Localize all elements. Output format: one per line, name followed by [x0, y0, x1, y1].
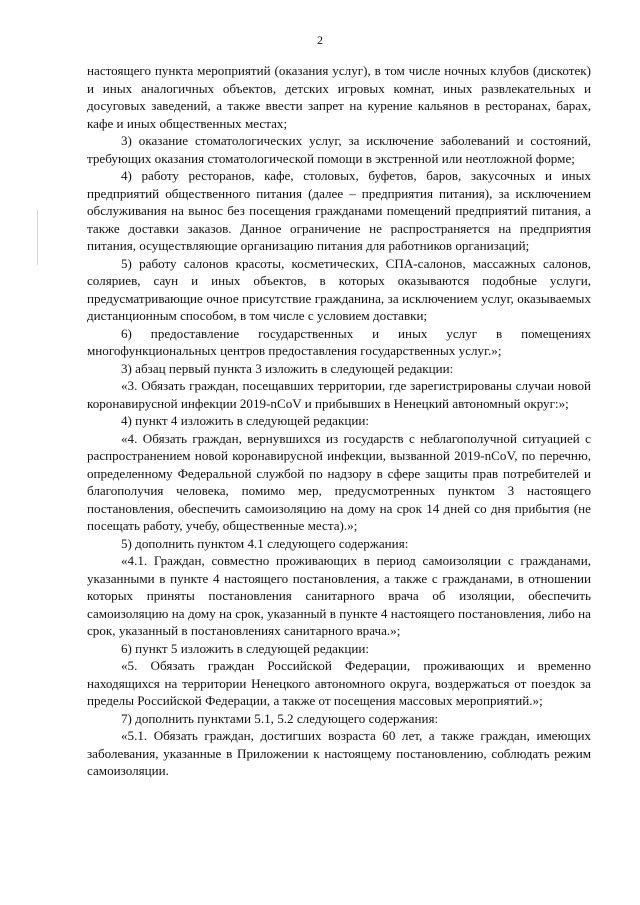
page-number: 2 — [317, 33, 323, 47]
paragraph: «4.1. Граждан, совместно проживающих в период самоизоляции с гражданами, указанными в пункте 4 настоящего постановления, а также с гражданами, в отношении которых приняты постановления санитарного врача об изоляции, обеспечить самоизоляцию на дому на срок, указанный в пункте 4 настоящего постановления, либо на срок, указанный в постановлениях санитарного врача.»; — [87, 553, 591, 638]
paragraph: настоящего пункта мероприятий (оказания услуг), в том числе ночных клубов (дискотек) и иных аналогичных объектов, детских игровых комнат, иных развлекательных и досуговых заведений, а также ввести запрет на курение кальянов в ресторанах, барах, кафе и иных общественных местах; — [87, 63, 591, 131]
paragraph: 7) дополнить пунктами 5.1, 5.2 следующего содержания: — [121, 710, 439, 726]
paragraph: «4. Обязать граждан, вернувшихся из государств с неблагополучной ситуацией с распространением новой коронавирусной инфекции, вызванной 2019-nCoV, по перечню, определенному Федеральной службой по надзору в сфере защиты прав потребителей и благополучия человека, помимо мер, предусмотренных пунктом 3 настоящего постановления, обеспечить самоизоляцию на дому на срок 14 дней со дня прибытия (не посещать работу, учебу, общественные места).»; — [87, 430, 591, 533]
paragraph: 6) пункт 5 изложить в следующей редакции: — [121, 640, 369, 656]
paragraph: 3) оказание стоматологических услуг, за исключение заболеваний и состояний, требующих оказания стоматологической помощи в экстренной или неотложной форме; — [87, 133, 591, 166]
paragraph: 4) работу ресторанов, кафе, столовых, буфетов, баров, закусочных и иных предприятий общественного питания (далее – предприятия питания), за исключением обслуживания на вынос без посещения гражданами помещений предприятий питания, а также доставки заказов. Данное ограничение не распространяется на предприятия питания, осуществляющие организацию питания для работников организаций; — [87, 168, 591, 253]
margin-scan-mark — [37, 210, 38, 265]
paragraph: «3. Обязать граждан, посещавших территории, где зарегистрированы случаи новой коронавирусной инфекции 2019-nCoV и прибывших в Ненецкий автономный округ:»; — [87, 378, 591, 411]
paragraph: 5) дополнить пунктом 4.1 следующего содержания: — [121, 535, 409, 551]
paragraph: 5) работу салонов красоты, косметических, СПА-салонов, массажных салонов, соляриев, саун и иных объектов, в которых оказываются подобные услуги, предусматривающие очное присутствие гражданина, за исключением услуг, оказываемых дистанционным способом, в том числе с условием доставки; — [87, 255, 591, 323]
paragraph: 3) абзац первый пункта 3 изложить в следующей редакции: — [121, 360, 454, 376]
paragraph: «5. Обязать граждан Российской Федерации, проживающих и временно находящихся на территории Ненецкого автономного округа, воздержаться от поездок за пределы Российской Федерации, а также от посещения массовых мероприятий.»; — [87, 658, 591, 708]
paragraph: 4) пункт 4 изложить в следующей редакции: — [121, 413, 369, 428]
paragraph: «5.1. Обязать граждан, достигших возраста 60 лет, а также граждан, имеющих заболевания, указанные в Приложении к настоящему постановлению, соблюдать режим самоизоляции. — [87, 728, 591, 778]
paragraph: 6) предоставление государственных и иных услуг в помещениях многофункциональных центров предоставления государственных услуг.»; — [87, 325, 591, 358]
document-body — [87, 62, 591, 780]
